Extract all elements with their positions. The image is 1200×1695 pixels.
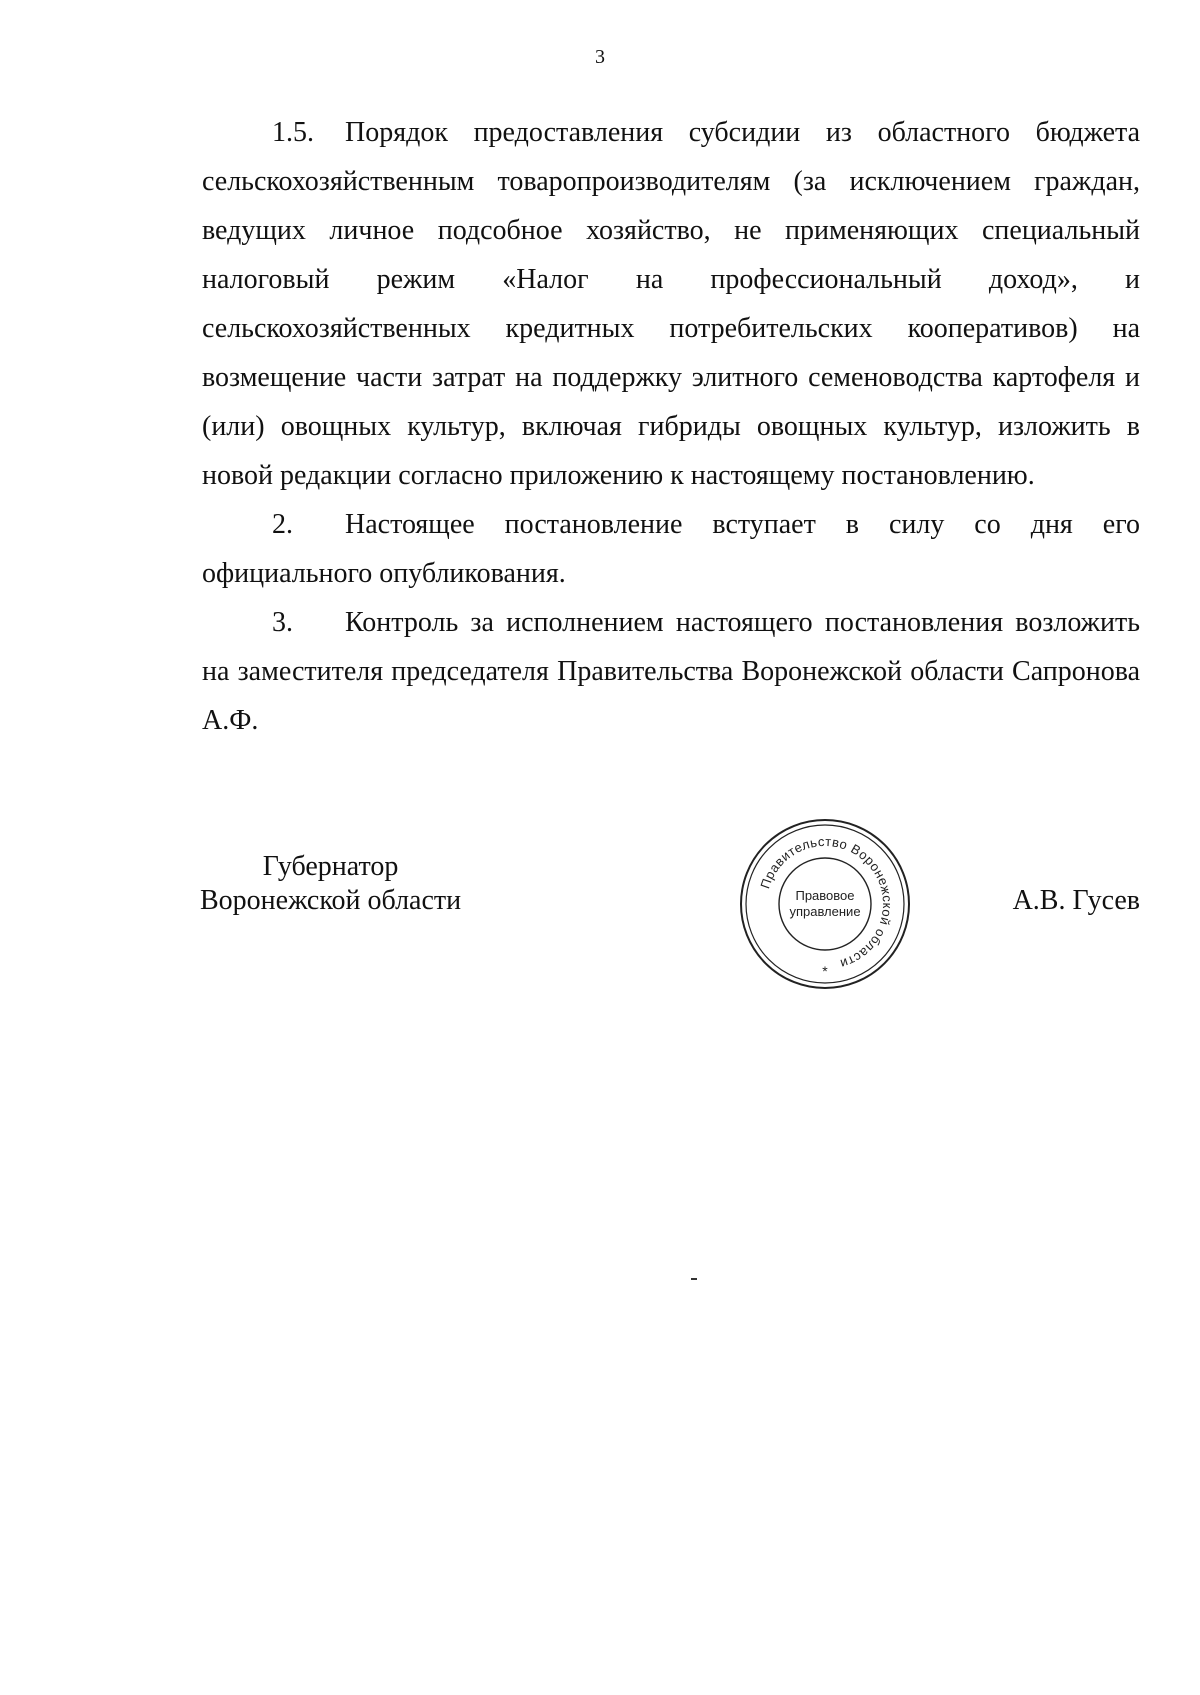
- paragraph-2: [202, 500, 1140, 598]
- document-body: [202, 108, 1140, 745]
- stamp-star: *: [822, 963, 828, 979]
- page-number: 3: [595, 46, 605, 68]
- stamp-ring-text: Правительство Воронежской области: [757, 833, 896, 972]
- paragraph-3: [202, 598, 1140, 745]
- paragraph-text: Настоящее постановление вступает в силу со дня его официального опубликования.: [202, 509, 1140, 589]
- signature-block: [200, 833, 1140, 990]
- paragraph-1-5: [202, 108, 1140, 500]
- signatory-title-line-2: Воронежской области: [200, 885, 462, 916]
- paragraph-number: 1.5.: [272, 117, 314, 148]
- paragraph-text: Порядок предоставления субсидии из областного бюджета сельскохозяйственным товаропроизводителям (за исключением граждан, ведущих личное подсобное хозяйство, не применяющих специальный налоговый режим «Налог на профессиональный доход», и сельскохозяйственных кредитных потребительских кооперативов) на возмещение части затрат на поддержку элитного семеноводства картофеля и (или) овощных культур, включая гибриды овощных культур, изложить в новой редакции согласно приложению к настоящему постановлению.: [202, 117, 1140, 491]
- signatory-name: А.В. Гусев: [1012, 885, 1140, 916]
- signatory-title: [200, 850, 461, 918]
- paragraph-number: 2.: [272, 509, 293, 540]
- paragraph-number: 3.: [272, 607, 293, 638]
- scan-mark: [691, 1278, 697, 1280]
- stamp-center-line-1: Правовое: [795, 888, 855, 903]
- signatory-title-line-1: Губернатор: [262, 851, 399, 882]
- stamp-center-line-2: управление: [789, 904, 861, 919]
- official-stamp: [735, 814, 915, 994]
- paragraph-text: Контроль за исполнением настоящего постановления возложить на заместителя председателя Правительства Воронежской области Сапронова А.Ф.: [202, 607, 1140, 736]
